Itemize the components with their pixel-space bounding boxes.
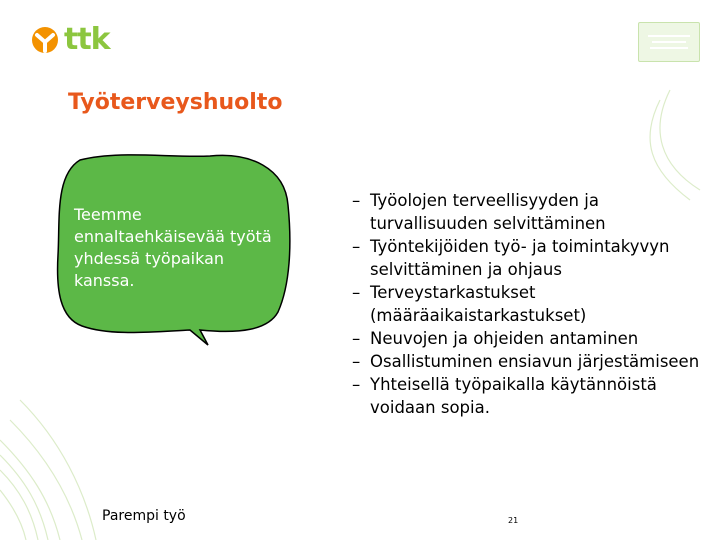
bubble-text: Teemme ennaltaehkäisevää työtä yhdessä työpaikan kanssa.	[74, 205, 272, 290]
list-item: – Yhteisellä työpaikalla käytännöistä voidaan sopia.	[352, 375, 657, 417]
bullet-list	[352, 189, 712, 419]
slide-title: Työterveyshuolto	[68, 90, 283, 115]
list-item: – Työntekijöiden työ- ja toimintakyvyn selvittäminen ja ohjaus	[352, 237, 670, 279]
list-item: – Terveystarkastukset (määräaikaistarkastukset)	[352, 283, 587, 325]
logo-text: ttk	[64, 22, 110, 57]
list-item: – Työolojen terveellisyyden ja turvallisuuden selvittäminen	[352, 191, 606, 233]
page-number: 21	[508, 516, 519, 525]
list-item: – Neuvojen ja ohjeiden antaminen	[352, 329, 639, 348]
footer-text: Parempi työ	[102, 508, 186, 524]
list-item: – Osallistuminen ensiavun järjestämiseen	[352, 352, 700, 371]
